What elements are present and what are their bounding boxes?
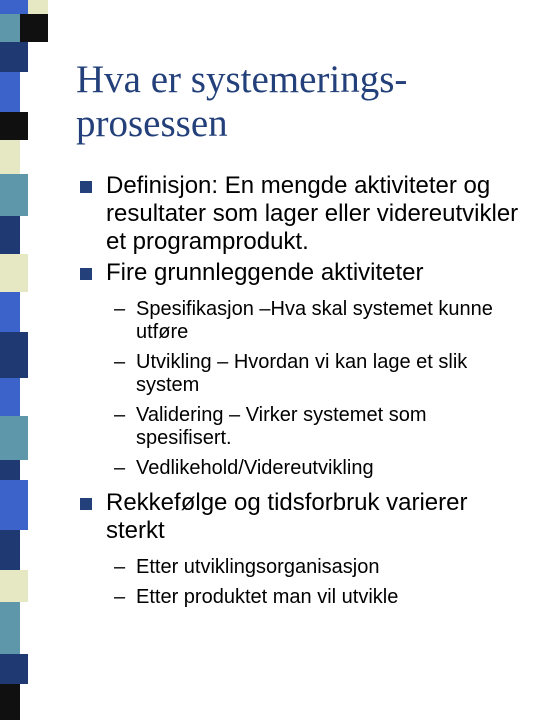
- square-bullet-icon: [80, 181, 92, 193]
- bullet-item: [76, 489, 526, 545]
- dash-marker: –: [114, 556, 126, 578]
- sub-bullet-item: [76, 556, 526, 579]
- dash-marker: –: [114, 351, 126, 373]
- bullet-text: Definisjon: En mengde aktiviteter og resultater som lager eller videreutvikler et programprodukt.: [106, 172, 519, 255]
- square-bullet-icon: [80, 268, 92, 280]
- bullet-list: [76, 172, 526, 618]
- sub-bullet-item: [76, 404, 526, 450]
- slide-title: Hva er systemerings-prosessen: [76, 58, 408, 145]
- sub-bullet-text: Vedlikehold/Videreutvikling: [136, 457, 374, 479]
- dash-marker: –: [114, 404, 126, 426]
- sub-bullet-item: [76, 351, 526, 397]
- bullet-text: Fire grunnleggende aktiviteter: [106, 259, 424, 286]
- decorative-stripe: [0, 0, 48, 720]
- bullet-text: Rekkefølge og tidsforbruk varierer sterkt: [106, 489, 468, 544]
- bullet-item: [76, 259, 526, 287]
- sub-bullet-item: [76, 457, 526, 480]
- dash-marker: –: [114, 457, 126, 479]
- bullet-item: [76, 172, 526, 256]
- sub-bullet-list: [76, 298, 526, 480]
- sub-bullet-item: [76, 586, 526, 609]
- square-bullet-icon: [80, 498, 92, 510]
- sub-bullet-item: [76, 298, 526, 344]
- sub-bullet-list: [76, 556, 526, 609]
- dash-marker: –: [114, 586, 126, 608]
- sub-bullet-text: Spesifikasjon –Hva skal systemet kunne utføre: [136, 298, 493, 343]
- sub-bullet-text: Utvikling – Hvordan vi kan lage et slik system: [136, 351, 468, 396]
- sub-bullet-text: Etter utviklingsorganisasjon: [136, 556, 380, 578]
- dash-marker: –: [114, 298, 126, 320]
- sub-bullet-text: Etter produktet man vil utvikle: [136, 586, 399, 608]
- sub-bullet-text: Validering – Virker systemet som spesifisert.: [136, 404, 427, 449]
